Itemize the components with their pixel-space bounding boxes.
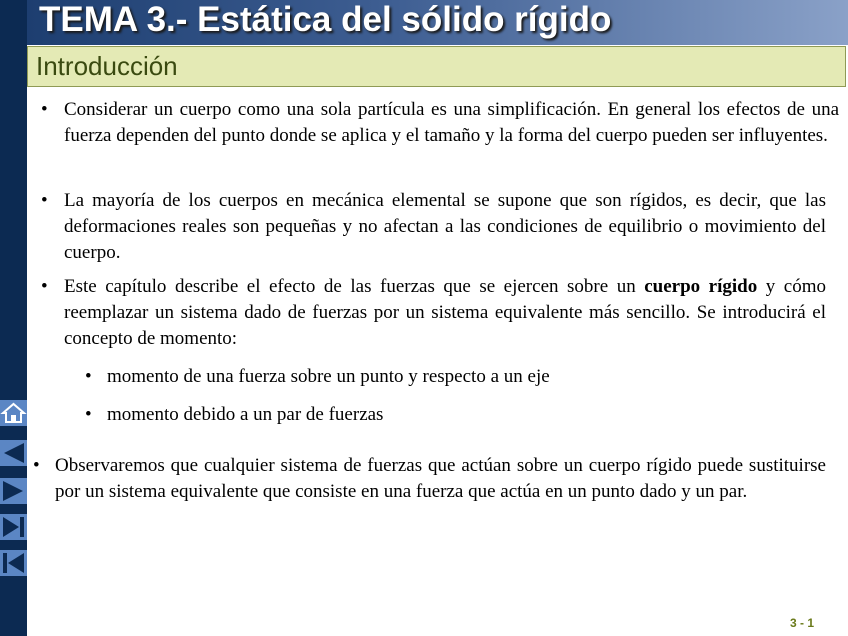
section-header xyxy=(27,46,846,87)
slide-title: TEMA 3.- Estática del sólido rígido xyxy=(39,0,612,39)
sub-bullet-text: momento de una fuerza sobre un punto y respecto a un eje xyxy=(107,366,550,387)
bullet-text: Observaremos que cualquier sistema de fuerzas que actúan sobre un cuerpo rígido puede sustituirse por un sistema equivalente que consiste en una fuerza que actúa en un punto dado y un par. xyxy=(55,455,826,502)
previous-button[interactable] xyxy=(0,440,27,466)
bullet-text-part: y cómo reemplazar un sistema dado de fuerzas por un sistema equivalente más sencillo. Se introducirá el concepto de momento: xyxy=(64,276,826,349)
bold-term: cuerpo rígido xyxy=(644,276,758,297)
first-slide-button[interactable] xyxy=(0,550,27,576)
first-slide-icon xyxy=(0,550,27,576)
next-icon xyxy=(0,478,27,504)
last-slide-button[interactable] xyxy=(0,514,27,540)
sub-bullet-text: momento debido a un par de fuerzas xyxy=(107,404,384,425)
next-button[interactable] xyxy=(0,478,27,504)
last-slide-icon xyxy=(0,514,27,540)
page-number: 3 - 1 xyxy=(789,616,814,630)
previous-icon xyxy=(0,440,27,466)
sub-bullet-glyph: • xyxy=(85,366,92,387)
bullet-glyph: • xyxy=(41,99,48,120)
section-title: Introducción xyxy=(36,51,178,81)
bullet-text: Considerar un cuerpo como una sola partícula es una simplificación. En general los efectos de una fuerza dependen del punto donde se aplica y el tamaño y la forma del cuerpo pueden ser influyentes. xyxy=(64,99,839,146)
bullet-text xyxy=(64,274,826,352)
home-button[interactable] xyxy=(0,400,27,426)
home-icon xyxy=(0,400,27,426)
sub-bullet-glyph: • xyxy=(85,404,92,425)
bullet-text: La mayoría de los cuerpos en mecánica elemental se supone que son rígidos, es decir, que las deformaciones reales son pequeñas y no afectan a las condiciones de equilibrio o movimiento del cuerpo. xyxy=(64,190,826,263)
bullet-glyph: • xyxy=(41,190,48,211)
bullet-glyph: • xyxy=(41,276,48,297)
title-bar xyxy=(27,0,848,45)
bullet-text-part: Este capítulo describe el efecto de las fuerzas que se ejercen sobre un xyxy=(64,276,645,297)
left-sidebar xyxy=(0,0,27,636)
bullet-glyph: • xyxy=(33,455,40,476)
